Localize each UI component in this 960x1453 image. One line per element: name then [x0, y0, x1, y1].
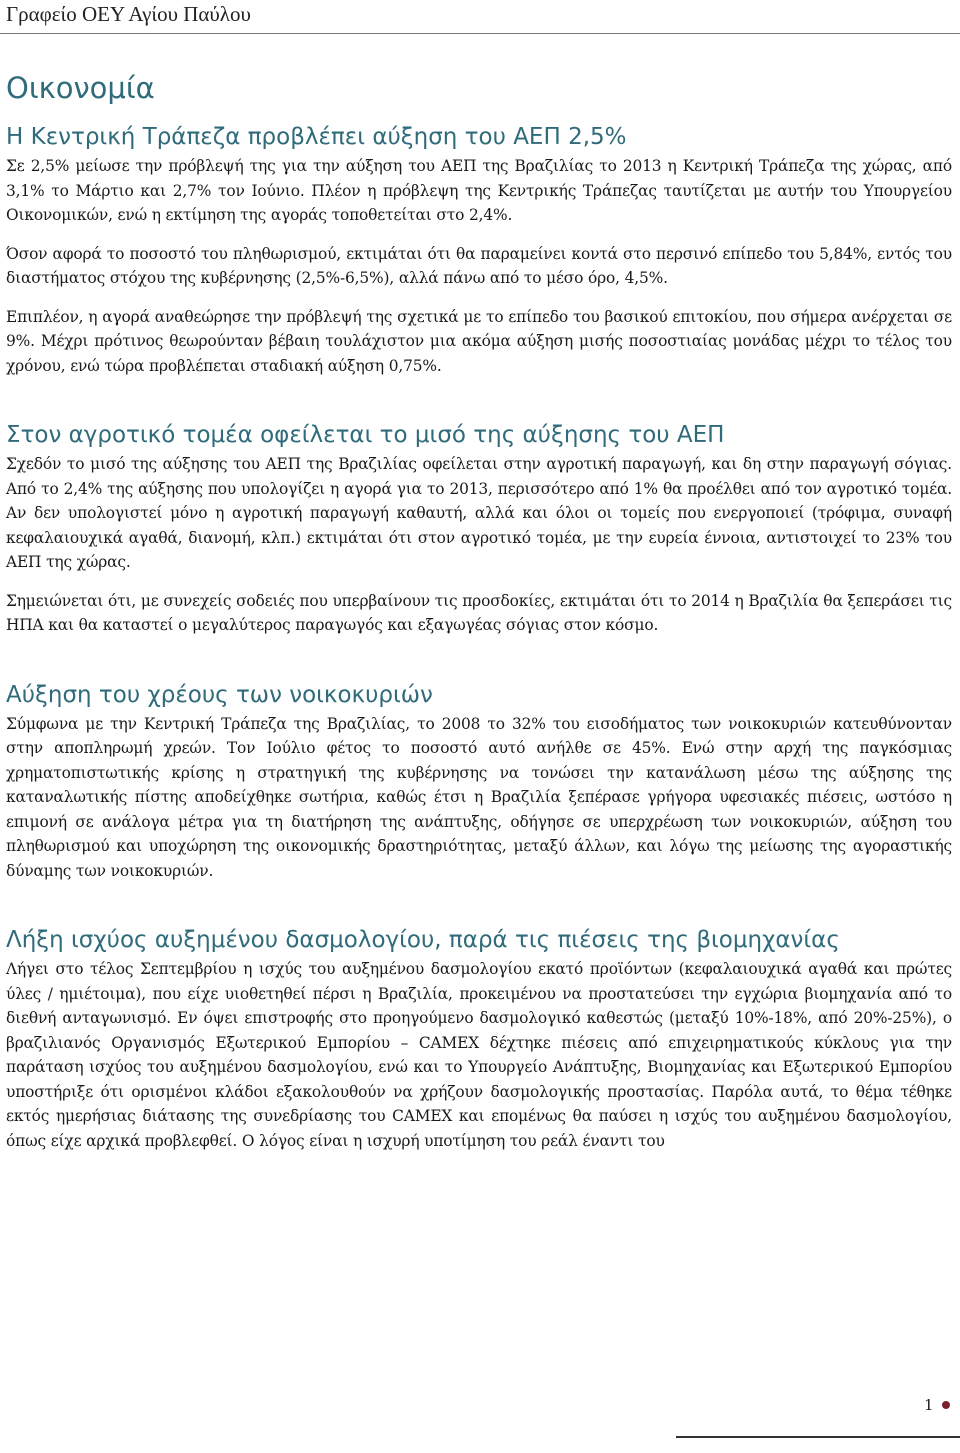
article-heading: Η Κεντρική Τράπεζα προβλέπει αύξηση του ΑΕΠ 2,5%	[6, 124, 627, 150]
paragraph: Σημειώνεται ότι, με συνεχείς σοδειές που υπερβαίνουν τις προσδοκίες, εκτιμάται ότι το 2014 η Βραζιλία θα ξεπεράσει τις ΗΠΑ και θα καταστεί ο μεγαλύτερος παραγωγός και εξαγωγέας σόγιας στον κόσμο.	[6, 591, 952, 634]
paragraph: Σε 2,5% μείωσε την πρόβλεψή της για την αύξηση του ΑΕΠ της Βραζιλίας το 2013 η Κεντρική Τράπεζα της χώρας, από 3,1% το Μάρτιο και 2,7% τον Ιούνιο. Πλέον η πρόβλεψη της Κεντρικής Τράπεζας ταυτίζεται με αυτήν του Υπουργείου Οικονομικών, ενώ η εκτίμηση της αγοράς τοποθετείται στο 2,4%.	[6, 157, 952, 224]
article-household-debt	[6, 678, 952, 884]
article-tariff	[6, 923, 952, 1153]
article-gdp-forecast	[6, 120, 952, 378]
section-title: Οικονομία	[6, 71, 155, 105]
header-title: Γραφείο ΟΕΥ Αγίου Παύλου	[6, 2, 251, 26]
page-number: 1	[924, 1396, 934, 1414]
paragraph: Σχεδόν το μισό της αύξησης του ΑΕΠ της Βραζιλίας οφείλεται στην αγροτική παραγωγή, και δη στην παραγωγή σόγιας. Από το 2,4% της αύξησης που υπολογίζει η αγορά για το 2013, περισσότερο από 1% θα προέλθει από τον αγροτικό τομέα. Αν δεν υπολογιστεί μόνο η αγροτική παραγωγή καθαυτή, αλλά και όλοι οι τομείς που ενεργοποιεί (τρόφιμα, συναφή κεφαλαιουχικά αγαθά, διανομή, κλπ.) εκτιμάται ότι στον αγροτικό τομέα, με την ευρεία έννοια, αντιστοιχεί το 23% του ΑΕΠ της χώρας.	[6, 455, 952, 571]
article-heading: Λήξη ισχύος αυξημένου δασμολογίου, παρά τις πιέσεις της βιομηχανίας	[6, 927, 840, 953]
header-divider	[0, 33, 960, 34]
page-header	[0, 0, 960, 36]
paragraph: Επιπλέον, η αγορά αναθεώρησε την πρόβλεψή της σχετικά με το επίπεδο του βασικού επιτοκίου, που σήμερα ανέρχεται σε 9%. Μέχρι πρότινος θεωρούνταν βέβαιη τουλάχιστον μια ακόμα αύξηση μισής ποσοστιαίας μονάδας μέχρι το τέλος του χρόνου, ενώ τώρα προβλέπεται σταδιακή αύξηση 0,75%.	[6, 307, 952, 375]
document-body	[6, 66, 952, 1193]
article-agriculture	[6, 418, 952, 638]
footer-divider	[676, 1436, 960, 1438]
paragraph: Σύμφωνα με την Κεντρική Τράπεζα της Βραζιλίας, το 2008 το 32% του εισοδήματος των νοικοκυριών κατευθύνονταν στην αποπληρωμή χρεών. Τον Ιούλιο φέτος το ποσοστό αυτό ανήλθε σε 45%. Ενώ στην αρχή της παγκόσμιας χρηματοπιστωτικής κρίσης η στρατηγική της κυβέρνησης να τονώσει την κατανάλωση μέσω της αύξησης της καταναλωτικής πίστης αποδείχθηκε σωτήρια, καθώς έτσι η Βραζιλία ξεπέρασε γρήγορα υφεσιακές πιέσεις, ωστόσο η επιμονή σε ανάλογα μέτρα για τη διατήρηση της ανάπτυξης, οδήγησε σε υπερχρέωση των νοικοκυριών, αύξηση του πληθωρισμού και υποχώρηση της οικονομικής δραστηριότητας, μεταξύ άλλων, και λόγω της μείωσης της αγοραστικής δύναμης των νοικοκυριών.	[6, 714, 952, 880]
article-heading: Στον αγροτικό τομέα οφείλεται το μισό της αύξησης του ΑΕΠ	[6, 422, 725, 448]
paragraph: Όσον αφορά το ποσοστό του πληθωρισμού, εκτιμάται ότι θα παραμείνει κοντά στο περσινό επίπεδο του 5,84%, εντός του διαστήματος στόχου της κυβέρνησης (2,5%-6,5%), αλλά πάνω από το μέσο όρο, 4,5%.	[6, 244, 952, 287]
paragraph: Λήγει στο τέλος Σεπτεμβρίου η ισχύς του αυξημένου δασμολογίου εκατό προϊόντων (κεφαλαιουχικά αγαθά και πρώτες ύλες / ημιέτοιμα), που είχε υιοθετηθεί πέρσι η Βραζιλία, προκειμένου να προστατεύσει την εγχώρια βιομηχανία από το διεθνή ανταγωνισμό. Εν όψει επιστροφής στο προηγούμενο δασμολογικό καθεστώς (μεταξύ 10%-18%, από 20%-25%), ο βραζιλιανός Οργανισμός Εξωτερικού Εμπορίου – CAMEX δέχτηκε πιέσεις από επιχειρηματικούς κύκλους για την παράταση ισχύος του αυξημένου δασμολογίου, ενώ και το Υπουργείο Ανάπτυξης, Βιομηχανίας και Εξωτερικού Εμπορίου υποστήριξε ότι ορισμένοι κλάδοι εξακολουθούν να χρήζουν δασμολογικής προστασίας. Παρόλα αυτά, το θέμα τέθηκε εκτός ημερήσιας διάτασης της συνεδρίασης του CAMEX και επομένως θα παύσει η ισχύς του αυξημένου δασμολογίου, όπως είχε αρχικά προβλεφθεί. Ο λόγος είναι η ισχυρή υποτίμηση του ρεάλ έναντι του	[6, 960, 952, 1150]
page-marker-dot	[942, 1401, 950, 1409]
article-heading: Αύξηση του χρέους των νοικοκυριών	[6, 681, 433, 708]
